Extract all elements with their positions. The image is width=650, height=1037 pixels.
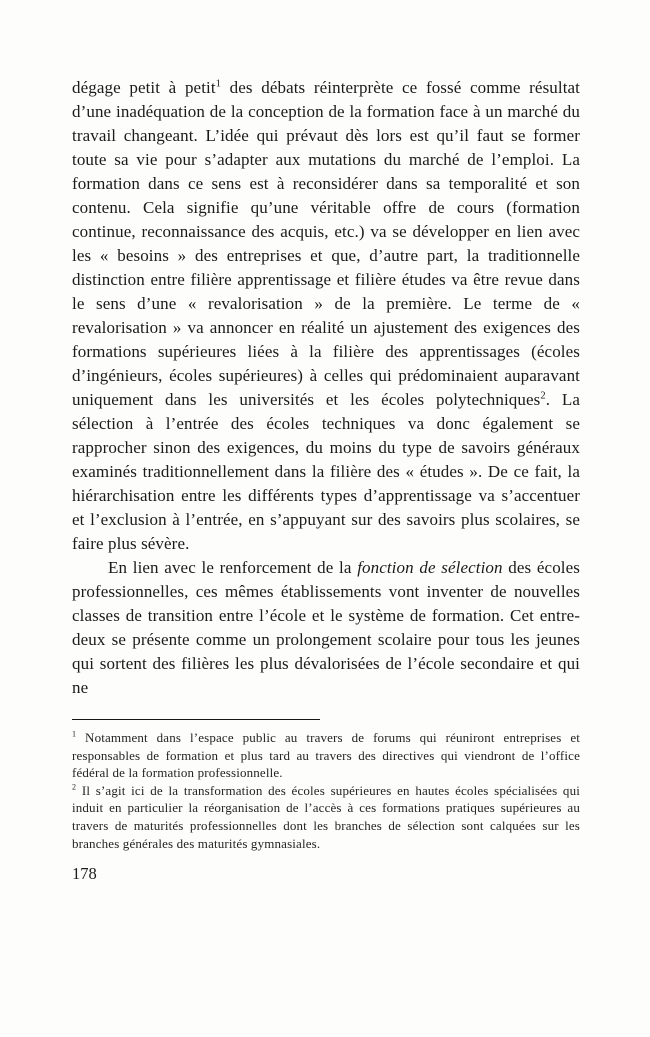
text-run: dégage petit à petit — [72, 78, 216, 97]
paragraph-1 — [72, 76, 580, 556]
text-run: des débats réinterprète ce fossé comme résultat d’une inadéquation de la conception de la formation face à un marché du travail changeant. L’idée qui prévaut dès lors est qu’il faut se former toute sa vie pour s’adapter aux mutations du marché de l’emploi. La formation dans ce sens est à reconsidérer dans sa temporalité et son contenu. Cela signifie qu’une véritable offre de cours (formation continue, reconnaissance des acquis, etc.) va se développer en lien avec les « besoins » des entreprises et que, d’autre part, la traditionnelle distinction entre filière apprentissage et filière études va être revue dans le sens d’une « revalorisation » de la première. Le terme de « revalorisation » va annoncer en réalité un ajustement des exigences des formations supérieures liées à la filière des apprentissages (écoles d’ingénieurs, écoles supérieures) à celles qui prédominaient auparavant uniquement dans les universités et les écoles polytechniques — [72, 78, 580, 409]
paragraph-2 — [72, 556, 580, 700]
text-run: En lien avec le renforcement de la — [108, 558, 358, 577]
footnote-2-text: Il s’agit ici de la transformation des écoles supérieures en hautes écoles spécialisées qui induit en particulier la réorganisation de l’accès à ces formations pratiques supérieures au travers de maturités professionnelles dont les branches de sélection sont calquées sur les branches générales des maturités gymnasiales. — [72, 782, 580, 851]
footnote-ref-2: 2 — [540, 390, 546, 402]
footnote-1-text: Notamment dans l’espace public au travers de forums qui réuniront entreprises et responsables de formation et plus tard au travers des directives qui viendront de l’office fédéral de la formation professionnelle. — [72, 730, 580, 781]
text-run: des écoles professionnelles, ces mêmes établissements vont inventer de nouvelles classes de transition entre l’école et le système de formation. Cet entre-deux se présente comme un prolongement scolaire pour tous les jeunes qui sortent des filières les plus dévalorisées de l’école secondaire et qui ne — [72, 558, 580, 697]
footnotes-block — [72, 729, 580, 852]
footnote-2 — [72, 782, 580, 852]
footnote-separator — [72, 719, 320, 720]
footnote-2-marker: 2 — [72, 782, 77, 792]
footnote-1 — [72, 729, 580, 782]
footnote-1-marker: 1 — [72, 729, 77, 739]
italic-phrase: fonction de sélection — [357, 558, 503, 577]
text-run: . La sélection à l’entrée des écoles techniques va donc également se rapprocher sinon des exigences, du moins du type de savoirs généraux examinés traditionnellement dans la filière des « études ». De ce fait, la hiérarchisation entre les différents types d’apprentissage va s’accentuer et l’exclusion à l’entrée, en s’appuyant sur des savoirs plus scolaires, se faire plus sévère. — [72, 390, 580, 553]
main-text-block — [72, 76, 580, 700]
footnote-ref-1: 1 — [215, 78, 222, 90]
page-number: 178 — [72, 864, 97, 884]
